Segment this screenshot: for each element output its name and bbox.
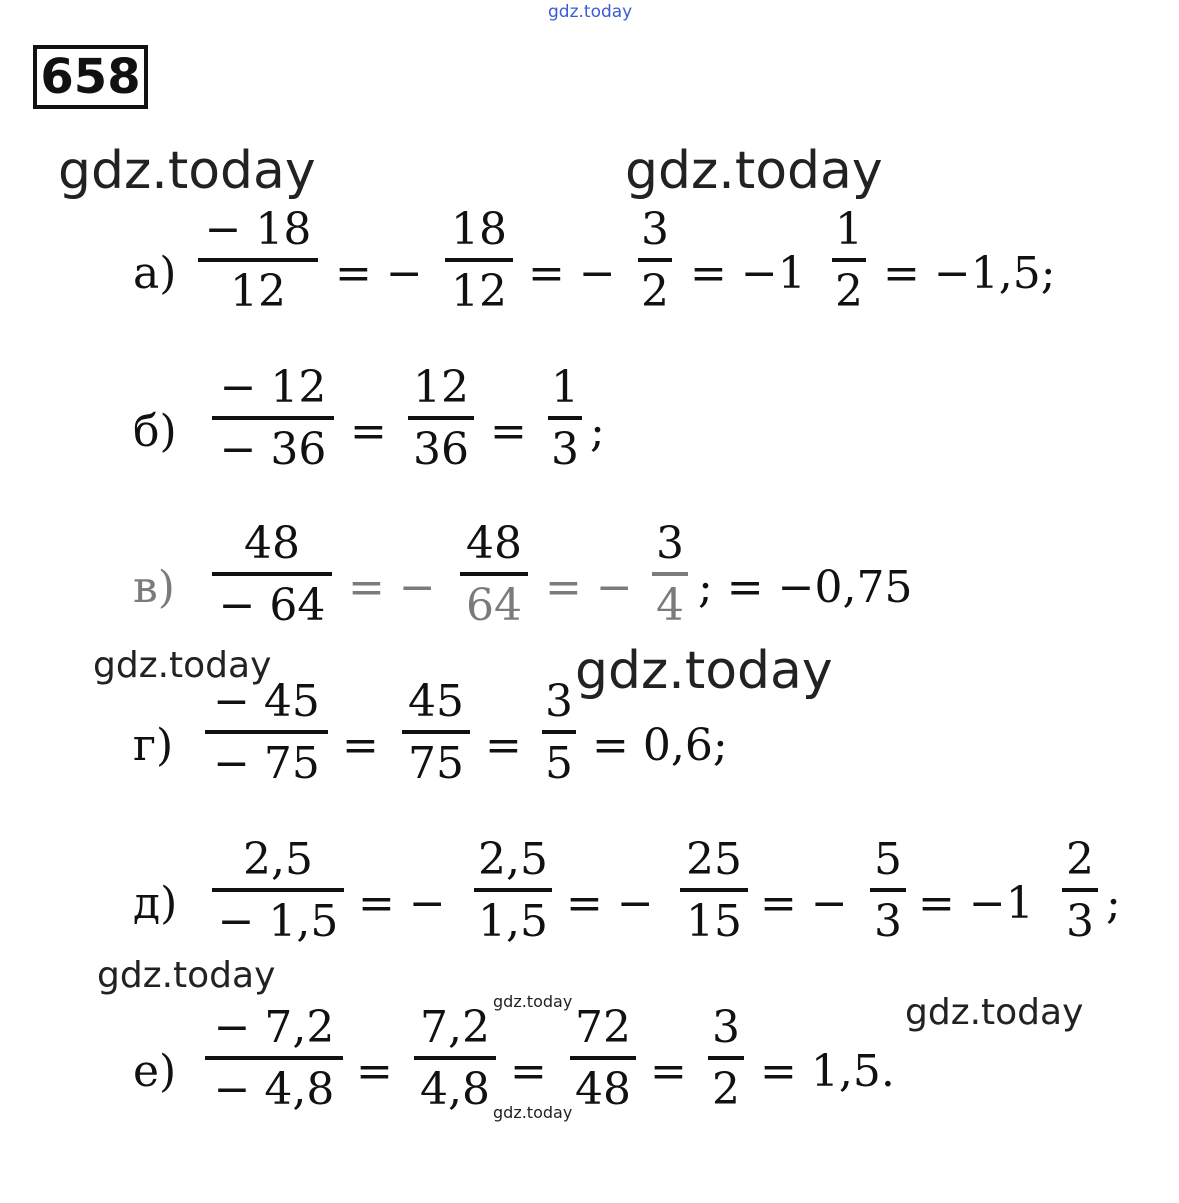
equation-row-b <box>0 358 1179 488</box>
result: = 0,6; <box>592 720 728 771</box>
fraction-bar <box>445 258 513 262</box>
numerator: − 12 <box>219 362 327 413</box>
operator: = <box>490 406 527 457</box>
denominator: 3 <box>874 896 902 947</box>
numerator: 1 <box>551 362 579 413</box>
watermark: gdz.today <box>493 1103 573 1122</box>
numerator: 18 <box>451 204 507 255</box>
denominator: 3 <box>1066 896 1094 947</box>
operator: = <box>350 406 387 457</box>
operator: = − <box>566 878 654 929</box>
numerator: 25 <box>686 834 742 885</box>
fraction <box>212 830 344 952</box>
item-label: е) <box>133 1046 177 1097</box>
operator: = − <box>358 878 446 929</box>
fraction <box>212 514 332 636</box>
fraction <box>542 672 576 794</box>
fraction <box>414 998 496 1120</box>
denominator: 3 <box>551 424 579 475</box>
fraction-bar <box>832 258 866 262</box>
denominator: 12 <box>230 266 286 317</box>
numerator: 2 <box>1066 834 1094 885</box>
item-label: а) <box>133 248 177 299</box>
watermark: gdz.today <box>493 992 573 1011</box>
operator: = − <box>348 562 436 613</box>
fraction <box>460 514 528 636</box>
fraction-bar <box>205 730 328 734</box>
operator: = <box>485 720 522 771</box>
denominator: − 1,5 <box>217 896 339 947</box>
denominator: 48 <box>575 1064 631 1115</box>
fraction <box>832 200 866 322</box>
fraction <box>205 672 328 794</box>
result: = −1,5; <box>883 248 1056 299</box>
fraction <box>652 514 688 636</box>
numerator: 2,5 <box>243 834 313 885</box>
fraction-bar <box>1062 888 1098 892</box>
fraction <box>408 358 474 480</box>
fraction <box>1062 830 1098 952</box>
operator: = <box>356 1046 393 1097</box>
fraction <box>445 200 513 322</box>
fraction-bar <box>212 888 344 892</box>
fraction-bar <box>474 888 552 892</box>
denominator: 4 <box>656 580 684 631</box>
punctuation: ; <box>590 406 605 457</box>
fraction-bar <box>460 572 528 576</box>
fraction <box>198 200 318 322</box>
fraction <box>402 672 470 794</box>
watermark: gdz.today <box>93 645 272 686</box>
fraction <box>474 830 552 952</box>
result: = 1,5. <box>760 1046 895 1097</box>
item-label: в) <box>133 562 175 613</box>
fraction-bar <box>212 416 334 420</box>
numerator: 45 <box>408 676 464 727</box>
fraction <box>570 998 636 1120</box>
result: ; = −0,75 <box>698 562 913 613</box>
equation-row-v <box>0 514 1179 644</box>
numerator: 48 <box>466 518 522 569</box>
numerator: 7,2 <box>420 1002 490 1053</box>
watermark: gdz.today <box>58 141 316 201</box>
operator: = <box>342 720 379 771</box>
watermark: gdz.today <box>905 992 1084 1033</box>
fraction-bar <box>198 258 318 262</box>
fraction-bar <box>205 1056 343 1060</box>
operator: = <box>650 1046 687 1097</box>
fraction-bar <box>652 572 688 576</box>
denominator: − 4,8 <box>213 1064 335 1115</box>
denominator: 15 <box>686 896 742 947</box>
operator: = − <box>545 562 633 613</box>
numerator: 2,5 <box>478 834 548 885</box>
fraction-bar <box>680 888 748 892</box>
numerator: 3 <box>656 518 684 569</box>
item-label: б) <box>133 406 177 457</box>
fraction <box>680 830 748 952</box>
denominator: 4,8 <box>420 1064 490 1115</box>
denominator: 2 <box>835 266 863 317</box>
denominator: 2 <box>712 1064 740 1115</box>
fraction-bar <box>402 730 470 734</box>
fraction <box>205 998 343 1120</box>
fraction-bar <box>870 888 906 892</box>
numerator: 72 <box>575 1002 631 1053</box>
item-label: д) <box>133 878 178 929</box>
numerator: 5 <box>874 834 902 885</box>
numerator: − 45 <box>213 676 320 727</box>
fraction-bar <box>408 416 474 420</box>
operator: = −1 <box>918 878 1034 929</box>
numerator: 3 <box>545 676 573 727</box>
denominator: 36 <box>413 424 469 475</box>
watermark: gdz.today <box>575 641 833 701</box>
denominator: 75 <box>408 738 464 789</box>
problem-number: 658 <box>33 45 148 109</box>
watermark: gdz.today <box>625 141 883 201</box>
numerator: 12 <box>413 362 469 413</box>
equation-row-d <box>0 830 1179 960</box>
numerator: 48 <box>244 518 300 569</box>
numerator: − 18 <box>204 204 312 255</box>
equation-row-e <box>0 998 1179 1128</box>
operator: = −1 <box>690 248 806 299</box>
numerator: 3 <box>712 1002 740 1053</box>
watermark: gdz.today <box>97 955 276 996</box>
denominator: 64 <box>466 580 522 631</box>
numerator: − 7,2 <box>213 1002 335 1053</box>
fraction-bar <box>414 1056 496 1060</box>
denominator: 12 <box>451 266 507 317</box>
denominator: 1,5 <box>478 896 548 947</box>
equation-row-g <box>0 672 1179 802</box>
fraction <box>638 200 672 322</box>
fraction-bar <box>542 730 576 734</box>
punctuation: ; <box>1106 878 1121 929</box>
denominator: − 36 <box>219 424 327 475</box>
operator: = − <box>335 248 423 299</box>
watermark-top: gdz.today <box>548 2 633 22</box>
denominator: 2 <box>641 266 669 317</box>
operator: = <box>510 1046 547 1097</box>
fraction <box>548 358 582 480</box>
fraction <box>708 998 744 1120</box>
operator: = − <box>528 248 616 299</box>
fraction-bar <box>638 258 672 262</box>
equation-row-a <box>0 200 1179 330</box>
fraction <box>870 830 906 952</box>
fraction-bar <box>212 572 332 576</box>
fraction-bar <box>708 1056 744 1060</box>
denominator: − 64 <box>218 580 326 631</box>
fraction <box>212 358 334 480</box>
fraction-bar <box>570 1056 636 1060</box>
fraction-bar <box>548 416 582 420</box>
item-label: г) <box>133 720 174 771</box>
numerator: 1 <box>835 204 863 255</box>
operator: = − <box>760 878 848 929</box>
denominator: 5 <box>545 738 573 789</box>
denominator: − 75 <box>213 738 320 789</box>
numerator: 3 <box>641 204 669 255</box>
